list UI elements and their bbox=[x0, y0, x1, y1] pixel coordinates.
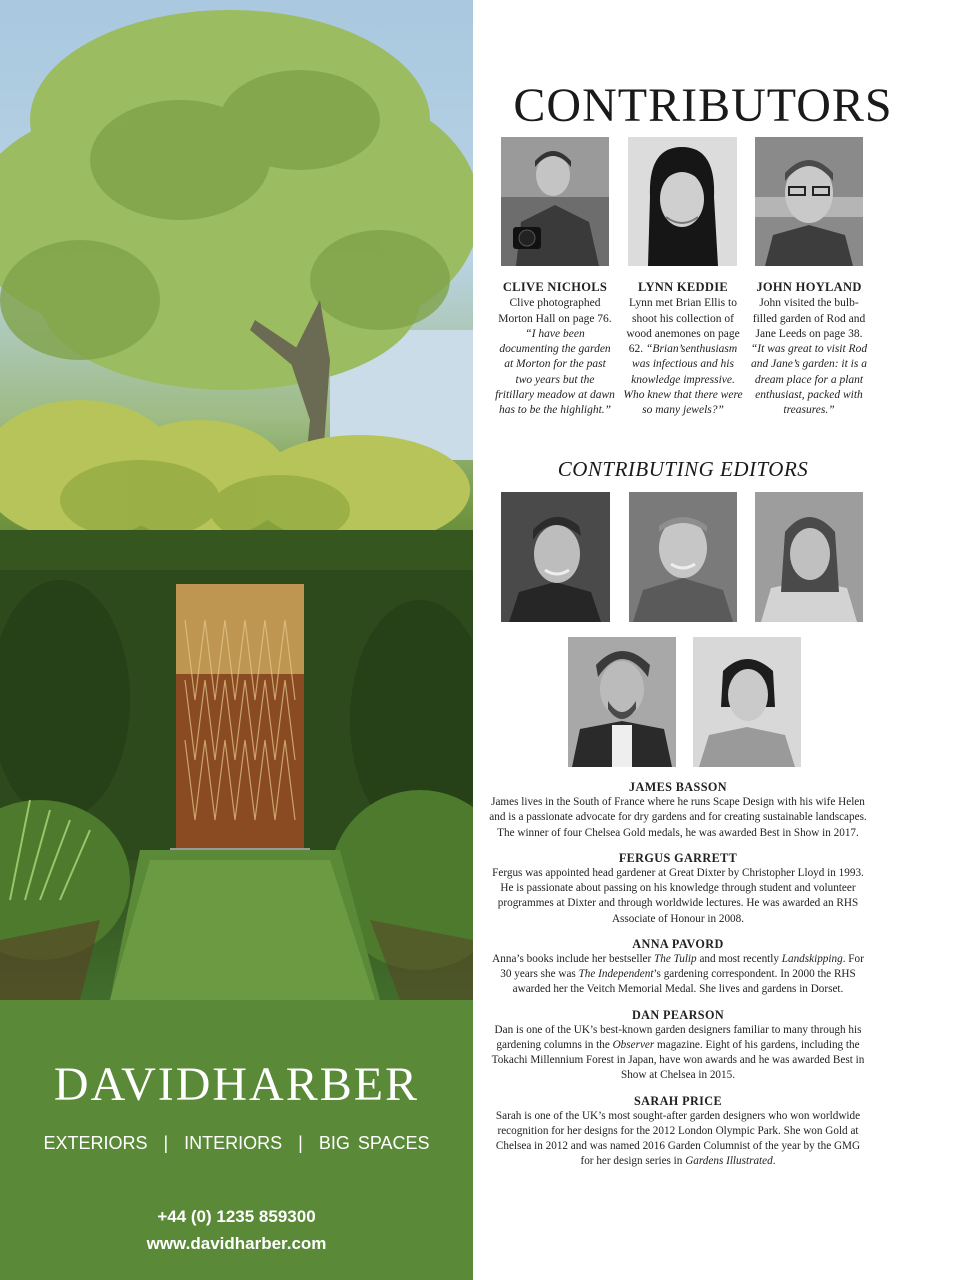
page-title: CONTRIBUTORS bbox=[513, 79, 893, 132]
editor-bio bbox=[489, 1109, 867, 1170]
editor-dan-pearson bbox=[489, 1008, 867, 1084]
service-exteriors: EXTERIORS bbox=[43, 1133, 148, 1153]
contributor-photo-clive-nichols bbox=[501, 137, 609, 266]
contributor-bio: Lynn met Brian Ellis to shoot his collection of wood anemones on page 62. bbox=[626, 297, 740, 356]
bio-text: ’s gardening correspondent. In 2000 the RHS awarded her the Veitch Memorial Medal. She lives and gardens in Dorset. bbox=[512, 968, 856, 996]
service-list bbox=[0, 1133, 473, 1154]
editor-james-basson bbox=[489, 780, 867, 841]
advert-panel bbox=[0, 0, 473, 1280]
publication-title: The Independent bbox=[578, 968, 654, 981]
contributing-editors-heading: CONTRIBUTING EDITORS bbox=[557, 457, 809, 481]
contributor-lynn-keddie bbox=[623, 280, 743, 419]
book-title: Landskipping bbox=[781, 953, 843, 966]
editor-name: ANNA PAVORD bbox=[632, 936, 724, 951]
bio-text: Anna’s books include her bestseller bbox=[492, 953, 655, 966]
editor-name: FERGUS GARRETT bbox=[618, 850, 738, 865]
bio-text: Sarah is one of the UK’s most sought-after garden designers who won worldwide recognition for her designs for the 2012 London Olympic Park. She won Gold at Chelsea in 2012 and was named 2016 Garden Columnist of the year by the GMG for her design series in bbox=[495, 1109, 861, 1168]
contributor-quote: “Brian’senthusiasm was infectious and his knowledge impressive. Who knew that there were so many jewels?” bbox=[623, 343, 743, 417]
editor-name: DAN PEARSON bbox=[631, 1007, 725, 1022]
website-link[interactable]: www.davidharber.com bbox=[146, 1234, 327, 1253]
editor-name: JAMES BASSON bbox=[629, 780, 727, 794]
editor-bio: Fergus was appointed head gardener at Great Dixter by Christopher Lloyd in 1993. He is passionate about passing on his knowledge through student and volunteer programmes at Dixter and through worldwide lectures. He was awarded an RHS Associate of Honour in 2008. bbox=[492, 867, 864, 925]
contributor-clive-nichols bbox=[495, 280, 615, 419]
bio-text: . For 30 years she was bbox=[500, 953, 864, 981]
editor-anna-pavord bbox=[489, 937, 867, 998]
contributor-name: LYNN KEDDIE bbox=[637, 280, 728, 294]
contributor-quote: “I have been documenting the garden at Morton for the past two years but the fritillary meadow at dawn has to be the highlight.” bbox=[495, 327, 615, 417]
book-title: The Tulip bbox=[654, 953, 697, 966]
editor-name: SARAH PRICE bbox=[633, 1093, 723, 1108]
separator: | bbox=[163, 1133, 169, 1153]
contributor-bio: Clive photographed Morton Hall on page 76. bbox=[498, 297, 612, 325]
bio-text: Dan is one of the UK’s best-known garden designers familiar to many through his gardening columns in the bbox=[494, 1023, 862, 1052]
publication-title: Observer bbox=[612, 1039, 655, 1052]
contributor-john-hoyland bbox=[749, 280, 869, 419]
bio-text: . bbox=[772, 1155, 776, 1168]
editor-photo-james-basson bbox=[501, 492, 610, 622]
editor-photo-dan-pearson bbox=[568, 637, 676, 767]
bio-text: magazine. Eight of his gardens, including the Tokachi Millennium Forest in Japan, have won awards and he was awarded Best in Show at Chelsea in 2015. bbox=[491, 1039, 865, 1082]
editor-bios bbox=[489, 780, 867, 1180]
phone-number[interactable]: +44 (0) 1235 859300 bbox=[157, 1207, 316, 1226]
contributor-name: CLIVE NICHOLS bbox=[502, 280, 608, 294]
editor-bio: James lives in the South of France where he runs Scape Design with his wife Helen and is a passionate advocate for dry gardens and for creating sustainable landscapes. The winner of four Chelsea Gold medals, he was awarded Best in Show in 2017. bbox=[489, 796, 867, 839]
editor-photo-fergus-garrett bbox=[629, 492, 737, 622]
contributor-quote: “It was great to visit Rod and Jane’s garden: it is a dream place for a plant enthusiast, packed with treasures.” bbox=[750, 343, 868, 417]
editor-bio bbox=[489, 1023, 867, 1084]
editor-sarah-price bbox=[489, 1094, 867, 1170]
contributor-photo-lynn-keddie bbox=[628, 137, 737, 266]
editor-bio bbox=[489, 952, 867, 998]
contributor-bio: John visited the bulb-filled garden of Rod and Jane Leeds on page 38. bbox=[752, 297, 866, 340]
contributor-name: JOHN HOYLAND bbox=[756, 280, 862, 294]
editor-photo-anna-pavord bbox=[755, 492, 863, 622]
editor-photo-sarah-price bbox=[693, 637, 801, 767]
publication-title: Gardens Illustrated bbox=[685, 1155, 773, 1168]
contributors-page bbox=[473, 0, 957, 1280]
brand-logo: DAVIDHARBER bbox=[53, 1058, 420, 1111]
separator: | bbox=[298, 1133, 303, 1153]
editor-fergus-garrett bbox=[489, 851, 867, 927]
service-big-spaces: BIG SPACES bbox=[318, 1133, 430, 1153]
contributor-photo-john-hoyland bbox=[755, 137, 863, 266]
bio-text: and most recently bbox=[696, 953, 782, 966]
service-interiors: INTERIORS bbox=[184, 1133, 283, 1153]
